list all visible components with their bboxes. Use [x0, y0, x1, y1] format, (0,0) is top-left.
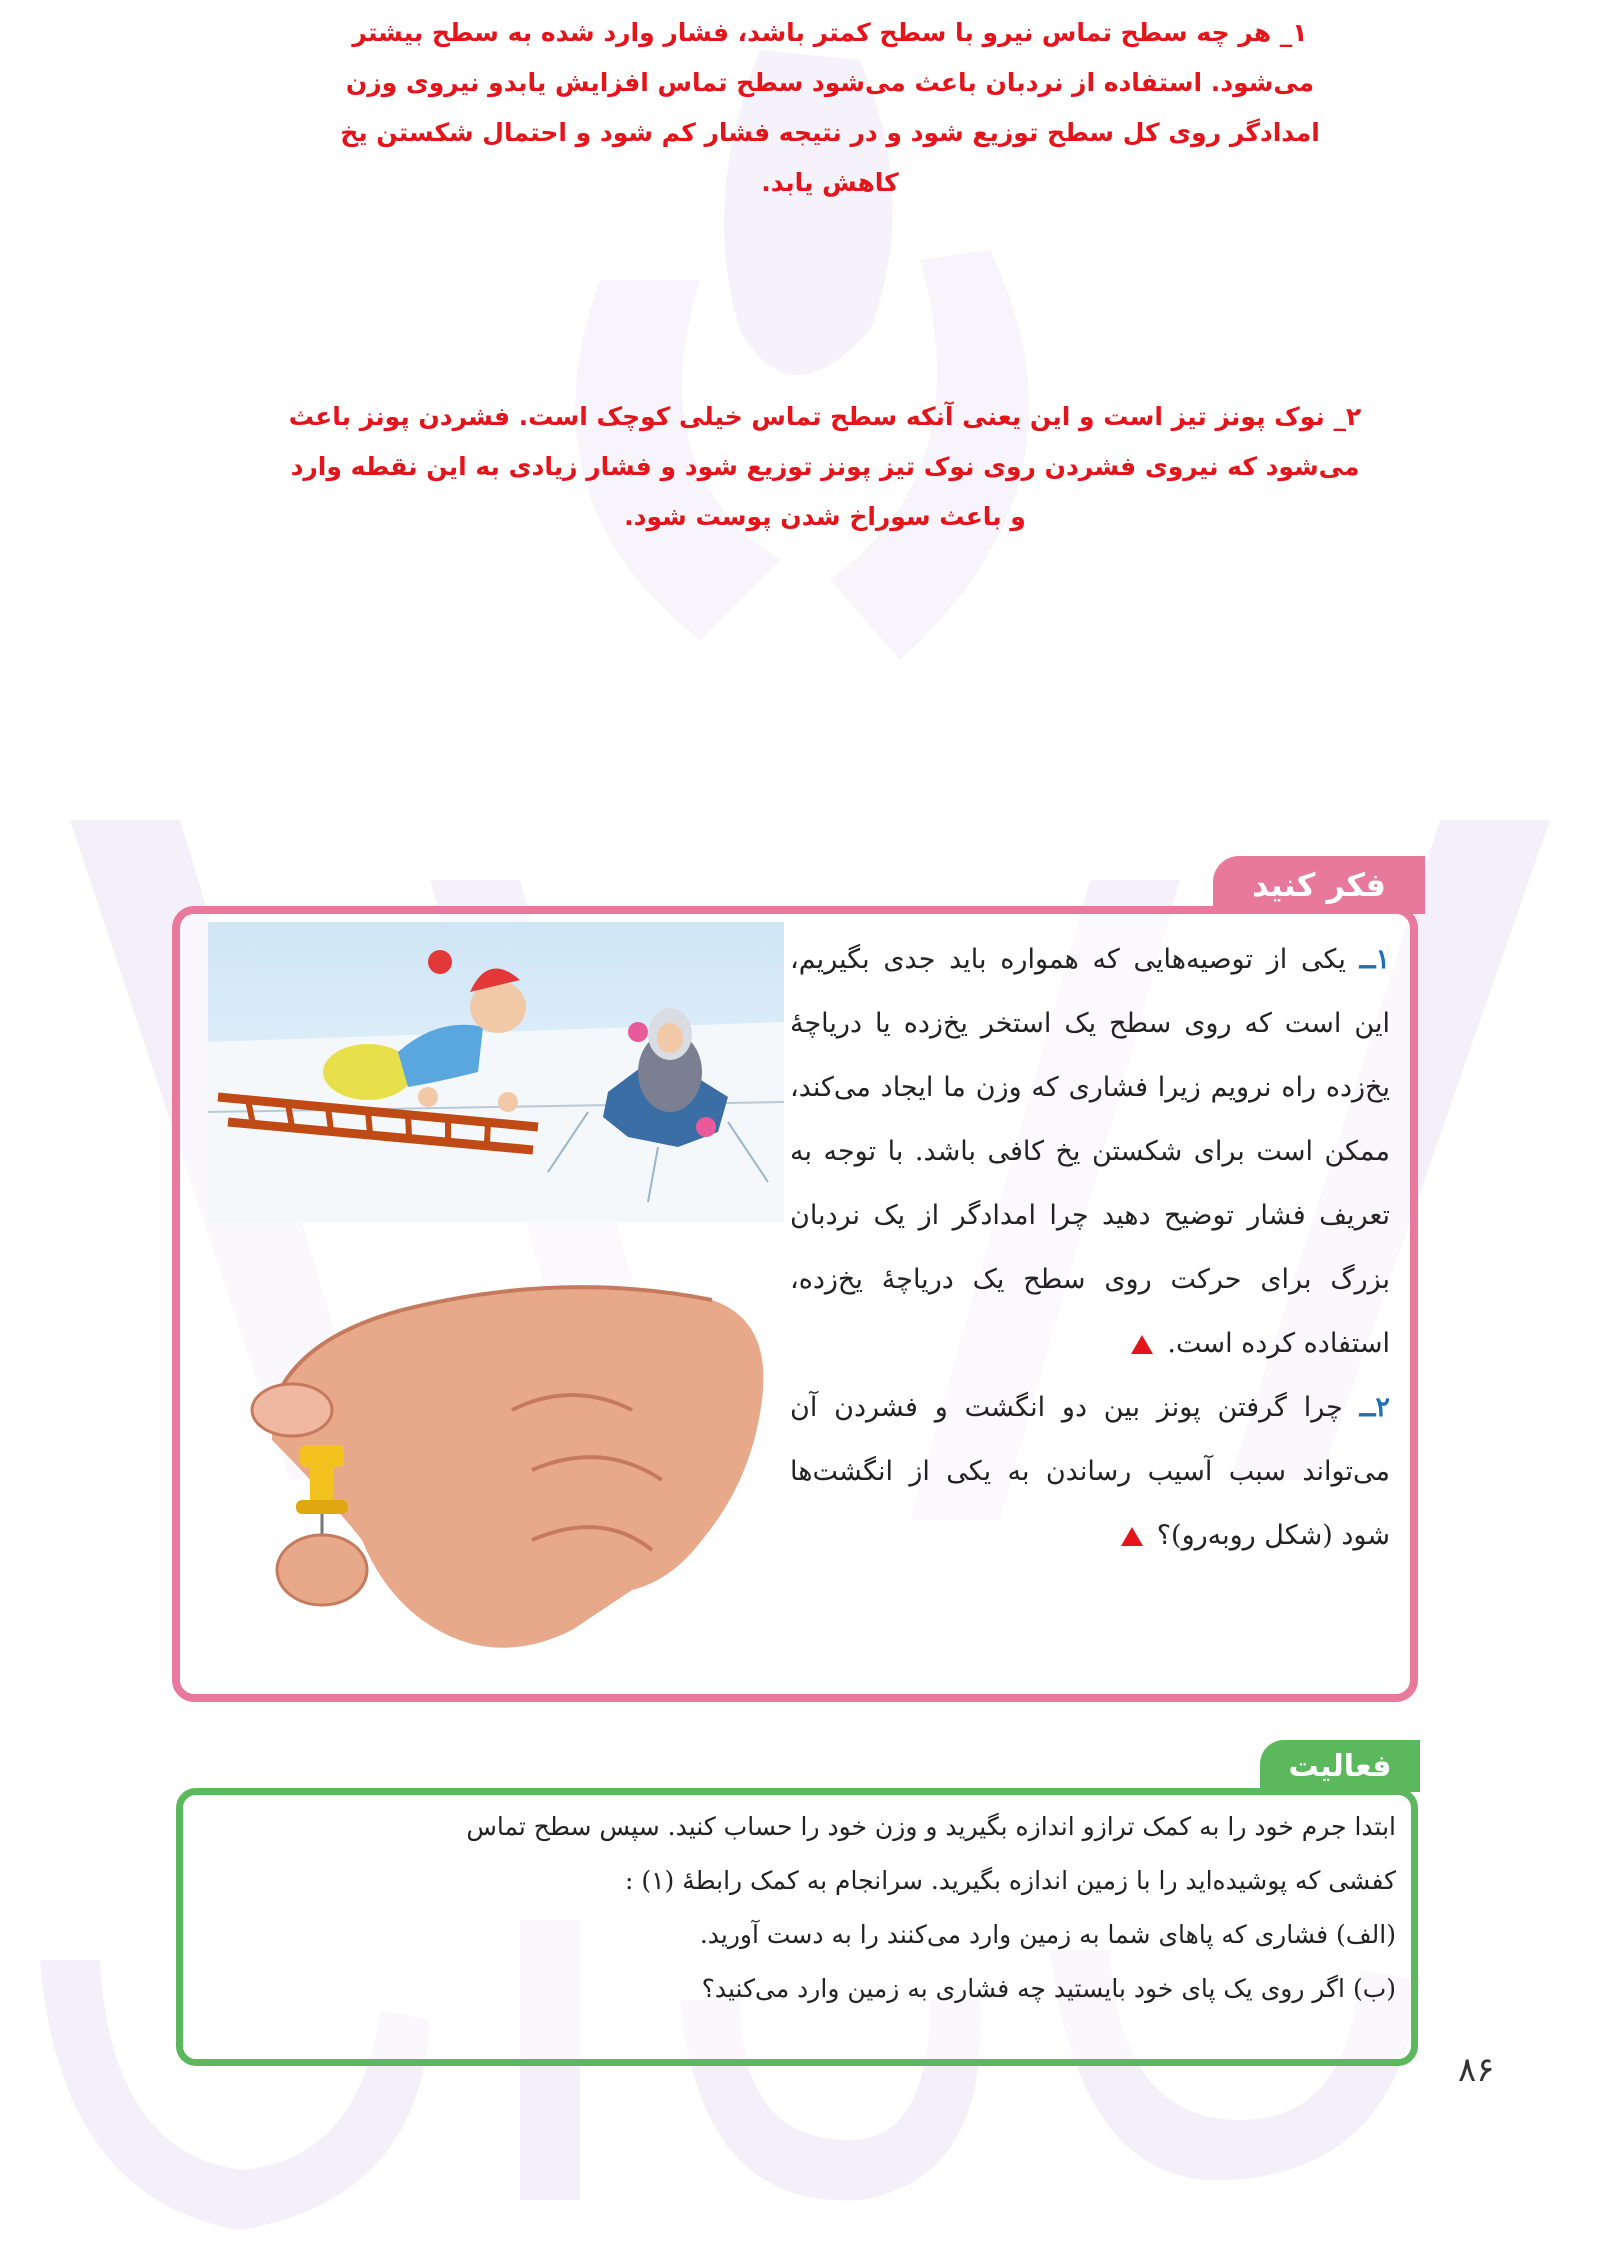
- question-2-number: ۲ــ: [1359, 1392, 1390, 1423]
- ice-rescue-illustration: [208, 922, 784, 1222]
- question-1-text: یکی از توصیه‌هایی که همواره باید جدی بگیریم، این است که روی سطح یک استخر یخ‌زده یا دریاچهٔ یخ‌زده راه نرویم زیرا فشاری که وزن ما ایجاد می‌کند، ممکن است برای شکستن یخ کافی باشد. با توجه به تعریف فشار توضیح دهید چرا امدادگر از یک نردبان بزرگ برای حرکت روی سطح یک دریاچهٔ یخ‌زده، استفاده کرده است.: [790, 944, 1390, 1359]
- warning-triangle-icon: [1131, 1335, 1153, 1354]
- answer-1-text: ۱_ هر چه سطح تماس نیرو با سطح کمتر باشد، فشار وارد شده به سطح بیشتر می‌شود. استفاده از نردبان باعث می‌شود سطح تماس افزایش یابدو نیروی وزن امدادگر روی کل سطح توزیع شود و در نتیجه فشار کم شود و احتمال شکستن یخ کاهش یابد.: [340, 18, 1320, 197]
- question-2-text: چرا گرفتن پونز بین دو انگشت و فشردن آن می‌تواند سبب آسیب رساندن به یکی از انگشت‌ها شود (شکل روبه‌رو)؟: [790, 1392, 1390, 1551]
- hand-pushpin-illustration: [232, 1240, 792, 1690]
- question-2: [790, 1376, 1390, 1568]
- page-number: ۸۶: [1458, 2050, 1495, 2090]
- think-box-title: فکر کنید: [1213, 856, 1425, 914]
- activity-line: (الف) فشاری که پاهای شما به زمین وارد می‌کنند را به دست آورید.: [699, 1920, 1396, 1949]
- activity-line: (ب) اگر روی یک پای خود بایستید چه فشاری به زمین وارد می‌کنید؟: [701, 1974, 1396, 2003]
- activity-box-title: فعالیت: [1260, 1740, 1420, 1792]
- activity-line: ابتدا جرم خود را به کمک ترازو اندازه بگیرید و وزن خود را حساب کنید. سپس سطح تماس: [466, 1812, 1396, 1841]
- warning-triangle-icon: [1121, 1527, 1143, 1546]
- activity-line: کفشی که پوشیده‌اید را با زمین اندازه بگیرید. سرانجام به کمک رابطهٔ (۱) :: [624, 1866, 1396, 1895]
- think-questions: [790, 928, 1390, 1568]
- question-1: [790, 928, 1390, 1376]
- answer-2-text: ۲_ نوک پونز تیز است و این یعنی آنکه سطح تماس خیلی کوچک است. فشردن پونز باعث می‌شود که نیروی فشردن روی نوک تیز پونز توزیع شود و فشار زیادی به این نقطه وارد و باعث سوراخ شدن پوست شود.: [288, 402, 1362, 531]
- activity-text: [196, 1800, 1396, 2016]
- question-1-number: ۱ــ: [1359, 944, 1390, 975]
